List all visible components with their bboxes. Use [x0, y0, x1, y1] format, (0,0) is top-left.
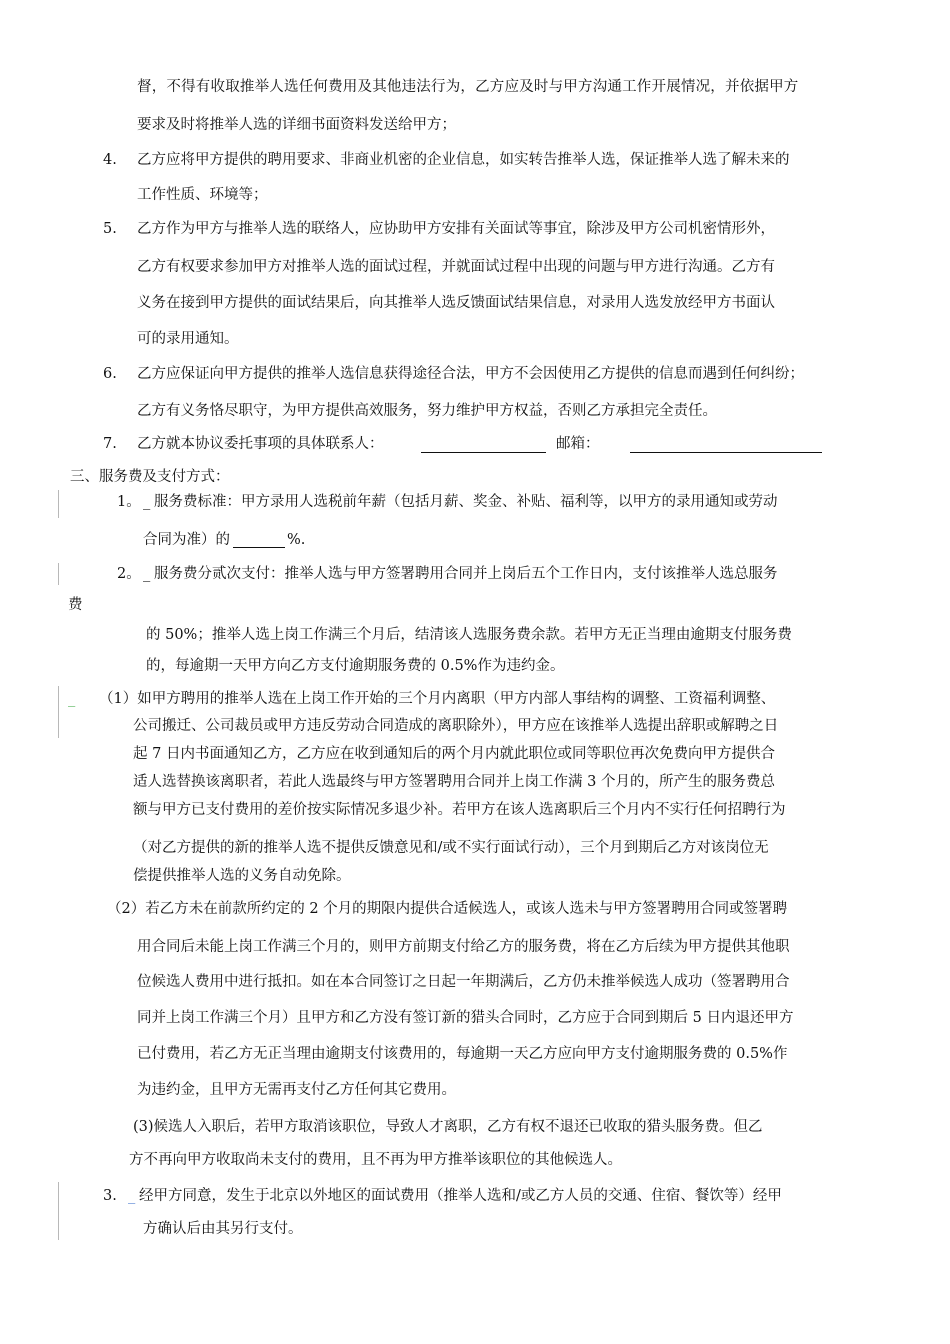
- text-line: 用合同后未能上岗工作满三个月的，则甲方前期支付给乙方的服务费，将在乙方后续为甲方提供其他职: [137, 939, 790, 955]
- item-number: 7.: [103, 436, 117, 452]
- item-number: 1。: [117, 494, 141, 510]
- revision-bar: [58, 563, 59, 585]
- text-line: 公司搬迁、公司裁员或甲方违反劳动合同造成的离职除外），甲方应在该推举人选提出辞职或解聘之日: [133, 718, 779, 734]
- revision-bar: [58, 686, 59, 738]
- text-line: 已付费用，若乙方无正当理由逾期支付该费用的，每逾期一天乙方应向甲方支付逾期服务费的 0.5%作: [137, 1046, 788, 1062]
- text-line: 乙方作为甲方与推举人选的联络人，应协助甲方安排有关面试等事宜，除涉及甲方公司机密情形外，: [137, 221, 775, 237]
- revision-bar: [58, 490, 59, 518]
- text-line: 乙方应保证向甲方提供的推举人选信息获得途径合法，甲方不会因使用乙方提供的信息而遇到任何纠纷；: [137, 366, 804, 382]
- contact-person-blank[interactable]: [421, 438, 546, 453]
- text-line: 乙方有权要求参加甲方对推举人选的面试过程，并就面试过程中出现的问题与甲方进行沟通。乙方有: [137, 259, 775, 275]
- email-blank[interactable]: [630, 438, 822, 453]
- text-line: 乙方就本协议委托事项的具体联系人：: [137, 436, 384, 452]
- text-line: 为违约金，且甲方无需再支付乙方任何其它费用。: [137, 1082, 456, 1098]
- text-line: 义务在接到甲方提供的面试结果后，向其推举人选反馈面试结果信息，对录用人选发放经甲方书面认: [137, 295, 775, 311]
- revision-bar: [58, 1182, 59, 1240]
- text-line: 同并上岗工作满三个月）且甲方和乙方没有签订新的猎头合同时，乙方应于合同到期后 5 日内退还甲方: [137, 1010, 794, 1026]
- text-line: 乙方应将甲方提供的聘用要求、非商业机密的企业信息，如实转告推举人选，保证推举人选了解未来的: [137, 152, 790, 168]
- text-line: 督，不得有收取推举人选任何费用及其他违法行为，乙方应及时与甲方沟通工作开展情况，并依据甲方: [137, 79, 799, 95]
- item-number: 2。: [117, 566, 141, 582]
- text-line: 偿提供推举人选的义务自动免除。: [133, 868, 351, 884]
- section-heading: 三、服务费及支付方式：: [70, 469, 230, 485]
- item-number: 5.: [103, 221, 117, 237]
- text-line: 的，每逾期一天甲方向乙方支付逾期服务费的 0.5%作为违约金。: [146, 658, 565, 674]
- text-line: 可的录用通知。: [137, 331, 239, 347]
- text-line: 邮箱：: [556, 436, 600, 452]
- text-line: %.: [287, 532, 306, 548]
- item-number: 6.: [103, 366, 117, 382]
- text-line: 起 7 日内书面通知乙方，乙方应在收到通知后的两个月内就此职位或同等职位再次免费向甲方提供合: [133, 746, 775, 762]
- item-number: 4.: [103, 152, 117, 168]
- percentage-blank[interactable]: [233, 533, 285, 548]
- text-line: 位候选人费用中进行抵扣。如在本合同签订之日起一年期满后，乙方仍未推举候选人成功（签署聘用合: [137, 974, 790, 990]
- text-line: 费: [68, 597, 83, 613]
- text-line: 的 50%；推举人选上岗工作满三个月后，结清该人选服务费余款。若甲方无正当理由逾期支付服务费: [146, 627, 792, 643]
- text-line: 工作性质、环境等；: [137, 187, 268, 203]
- underscore-mark: _: [143, 566, 151, 582]
- text-line: (3)候选人入职后，若甲方取消该职位，导致人才离职，乙方有权不退还已收取的猎头服务费。但乙: [133, 1119, 763, 1135]
- text-line: 乙方有义务恪尽职守，为甲方提供高效服务，努力维护甲方权益，否则乙方承担完全责任。: [137, 403, 717, 419]
- text-line: （1）如甲方聘用的推举人选在上岗工作开始的三个月内离职（甲方内部人事结构的调整、工资福利调整、: [99, 691, 776, 707]
- underscore-mark: _: [68, 691, 76, 707]
- text-line: （2）若乙方未在前款所约定的 2 个月的期限内提供合适候选人，或该人选未与甲方签署聘用合同或签署聘: [107, 901, 788, 917]
- text-line: 方确认后由其另行支付。: [143, 1221, 303, 1237]
- text-line: 经甲方同意，发生于北京以外地区的面试费用（推举人选和/或乙方人员的交通、住宿、餐饮等）经甲: [139, 1188, 782, 1204]
- text-line: 合同为准）的: [143, 532, 230, 548]
- text-line: 服务费分贰次支付：推举人选与甲方签署聘用合同并上岗后五个工作日内，支付该推举人选总服务: [154, 566, 778, 582]
- underscore-mark: _: [128, 1188, 136, 1204]
- item-number: 3.: [103, 1188, 117, 1204]
- text-line: 适人选替换该离职者，若此人选最终与甲方签署聘用合同并上岗工作满 3 个月的，所产生的服务费总: [133, 774, 775, 790]
- underscore-mark: _: [143, 494, 151, 510]
- text-line: （对乙方提供的新的推举人选不提供反馈意见和/或不实行面试行动），三个月到期后乙方对该岗位无: [133, 840, 769, 856]
- text-line: 要求及时将推举人选的详细书面资料发送给甲方；: [137, 117, 456, 133]
- text-line: 额与甲方已支付费用的差价按实际情况多退少补。若甲方在该人选离职后三个月内不实行任何招聘行为: [133, 802, 786, 818]
- text-line: 服务费标准：甲方录用人选税前年薪（包括月薪、奖金、补贴、福利等，以甲方的录用通知或劳动: [154, 494, 778, 510]
- text-line: 方不再向甲方收取尚未支付的费用，且不再为甲方推举该职位的其他候选人。: [129, 1152, 622, 1168]
